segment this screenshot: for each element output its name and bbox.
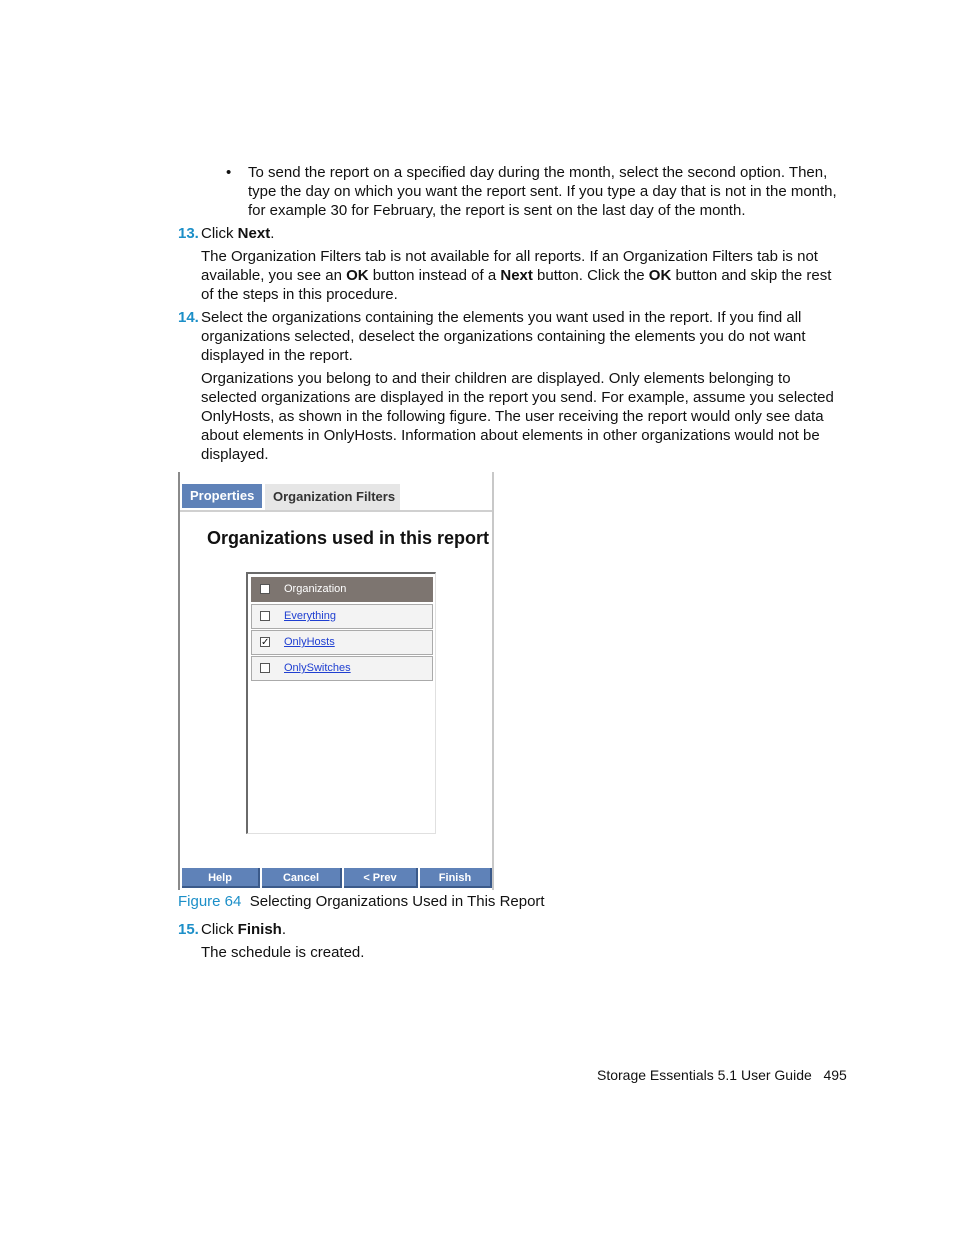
step-number: 13. [178,225,199,242]
step-text: . [281,921,287,938]
bullet-line: To send the report on a specified day during the month, select the second option. Then, [248,164,828,181]
wizard-button-bar [180,868,492,888]
ui-term-ok: OK [648,267,672,284]
para-text: available, you see an [201,267,347,284]
para-line: displayed. [201,446,269,463]
figure-label: Figure 64 [178,893,242,910]
para-text: The Organization Filters tab is not available for all reports. If an Organization Filters tab is not [201,248,818,265]
para-text: button. Click the [532,267,649,284]
page-footer [597,1067,847,1083]
organization-list [246,572,436,834]
step-instruction [201,920,286,939]
para-line [201,247,846,266]
organization-row [251,604,433,629]
bullet-line: for example 30 for February, the report is sent on the last day of the month. [248,202,746,219]
help-button[interactable]: Help [182,868,260,888]
step-line: organizations selected, deselect the organizations containing the elements you do not want [201,328,806,345]
organization-list-header [251,577,433,602]
ui-term-next: Next [237,225,271,242]
step-text: . [270,225,275,242]
bullet-line: type the day on which you want the report sent. If you type a day that is not in the month, [248,183,837,200]
step-number: 14. [178,309,199,326]
para-text: button instead of a [368,267,501,284]
para-line [201,266,846,285]
step-text: Click [201,921,238,938]
para-line: Organizations you belong to and their children are displayed. Only elements belonging to [201,370,791,387]
figure-caption [178,892,545,911]
column-header: Organization [284,583,347,595]
step-15-paragraph: The schedule is created. [201,944,365,961]
finish-button[interactable]: Finish [420,868,492,888]
cancel-button[interactable]: Cancel [262,868,342,888]
organization-row [251,630,433,655]
ui-term-ok: OK [346,267,369,284]
tab-organization-filters[interactable]: Organization Filters [265,484,400,510]
select-all-checkbox[interactable] [260,584,270,594]
page-number: 495 [823,1067,847,1083]
step-line: Select the organizations containing the elements you want used in the report. If you find all [201,309,802,326]
tab-properties[interactable]: Properties [182,484,262,508]
bullet-symbol: • [226,164,232,181]
step-number: 15. [178,921,199,938]
figure-screenshot [178,472,494,890]
ui-term-finish: Finish [237,921,282,938]
organization-checkbox[interactable]: ✓ [261,637,270,648]
figure-border [492,472,494,890]
para-line: OnlyHosts, as shown in the following figure. The user receiving the report would only see data [201,408,824,425]
figure-heading: Organizations used in this report [207,528,490,548]
step-instruction [201,224,274,243]
para-line: selected organizations are displayed in the report you send. For example, assume you selected [201,389,834,406]
footer-title: Storage Essentials 5.1 User Guide [597,1067,812,1083]
step-instruction [201,308,806,365]
step-text: Click [201,225,238,242]
tab-bar [180,482,492,512]
para-text: button and skip the rest [671,267,832,284]
organization-checkbox[interactable] [260,663,270,673]
bullet-text [248,163,844,220]
caption-text: Selecting Organizations Used in This Report [249,893,545,910]
para-text: of the steps in this procedure. [201,286,398,303]
organization-link[interactable]: OnlyHosts [284,636,335,648]
step-14-paragraph [201,369,846,464]
ui-term-next: Next [500,267,533,284]
figure-border [178,472,180,890]
step-line: displayed in the report. [201,347,353,364]
prev-button[interactable]: < Prev [344,868,418,888]
step-13-paragraph [201,247,846,304]
organization-link[interactable]: Everything [284,610,336,622]
para-line: about elements in OnlyHosts. Information about elements in other organizations would not be [201,427,820,444]
organization-checkbox[interactable] [260,611,270,621]
para-line [201,285,846,304]
organization-link[interactable]: OnlySwitches [284,662,351,674]
organization-row [251,656,433,681]
